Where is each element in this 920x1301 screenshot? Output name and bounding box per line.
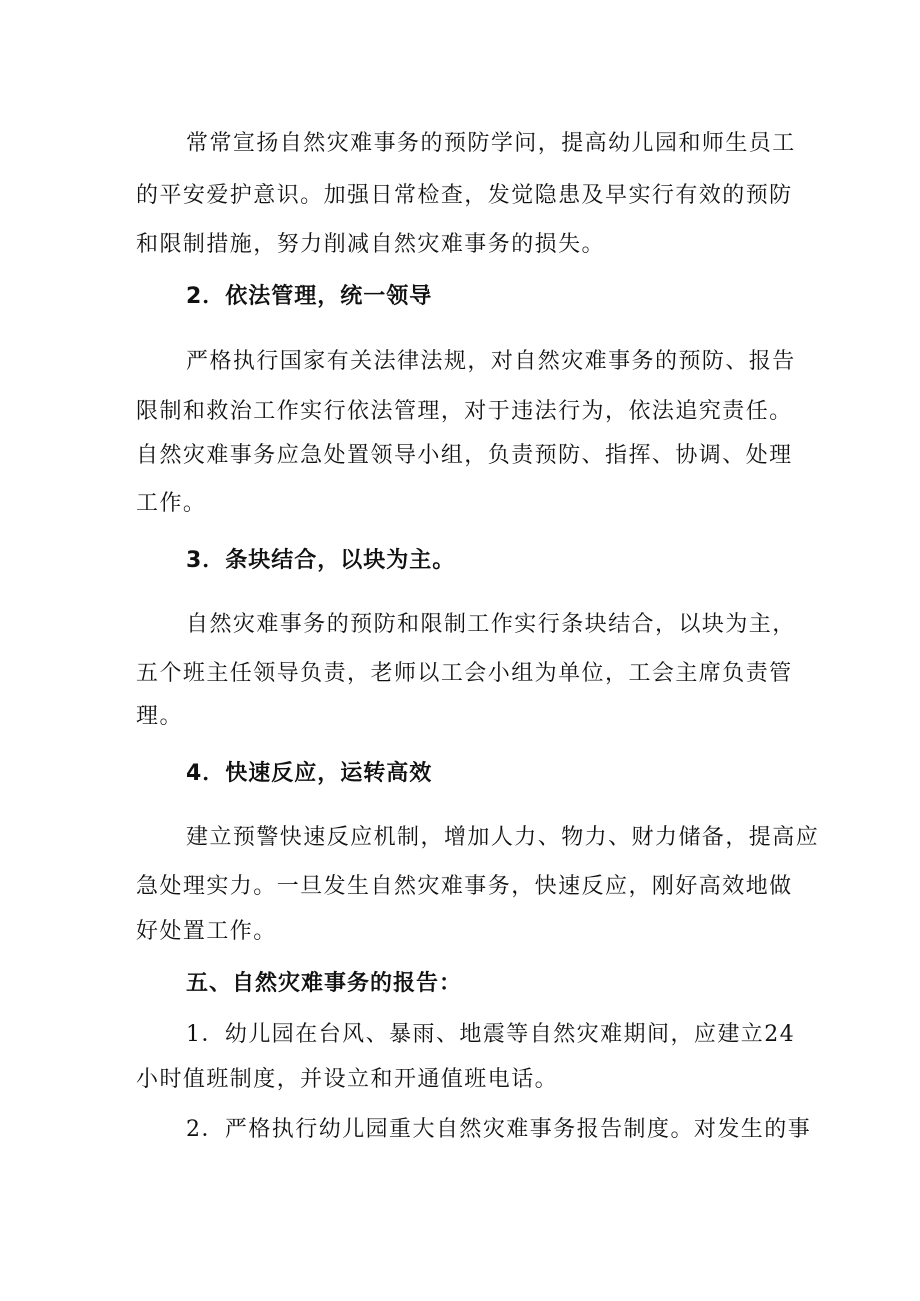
paragraph-line: 自然灾难事务应急处置领导小组，负责预防、指挥、协调、处理	[136, 443, 793, 468]
paragraph-line: 小时值班制度，并设立和开通值班电话。	[136, 1067, 559, 1092]
section-heading: 3．条块结合，以块为主。	[186, 548, 456, 573]
section-heading: 五、自然灾难事务的报告：	[186, 971, 463, 996]
paragraph-line: 严格执行国家有关法律法规，对自然灾难事务的预防、报告	[186, 349, 796, 374]
paragraph-line: 的平安爱护意识。加强日常检查，发觉隐患及早实行有效的预防	[136, 183, 793, 208]
paragraph-line: 限制和救治工作实行依法管理，对于违法行为，依法追究责任。	[136, 399, 793, 424]
paragraph-line: 五个班主任领导负责，老师以工会小组为单位，工会主席负责管	[136, 661, 793, 686]
paragraph-line: 1．幼儿园在台风、暴雨、地震等自然灾难期间，应建立24	[186, 1022, 796, 1047]
paragraph-line: 急处理实力。一旦发生自然灾难事务，快速反应，刚好高效地做	[136, 874, 793, 899]
paragraph-line: 工作。	[136, 491, 207, 516]
section-heading: 2．依法管理，统一领导	[186, 284, 433, 309]
paragraph-line: 和限制措施，努力削减自然灾难事务的损失。	[136, 232, 606, 257]
paragraph-line: 自然灾难事务的预防和限制工作实行条块结合，以块为主，	[186, 612, 796, 637]
paragraph-line: 2．严格执行幼儿园重大自然灾难事务报告制度。对发生的事	[186, 1117, 812, 1142]
paragraph-line: 好处置工作。	[136, 919, 277, 944]
paragraph-line: 常常宣扬自然灾难事务的预防学问，提高幼儿园和师生员工	[186, 131, 796, 156]
paragraph-line: 理。	[136, 704, 183, 729]
section-heading: 4．快速反应，运转高效	[186, 761, 433, 786]
paragraph-line: 建立预警快速反应机制，增加人力、物力、财力储备，提高应	[186, 825, 820, 850]
